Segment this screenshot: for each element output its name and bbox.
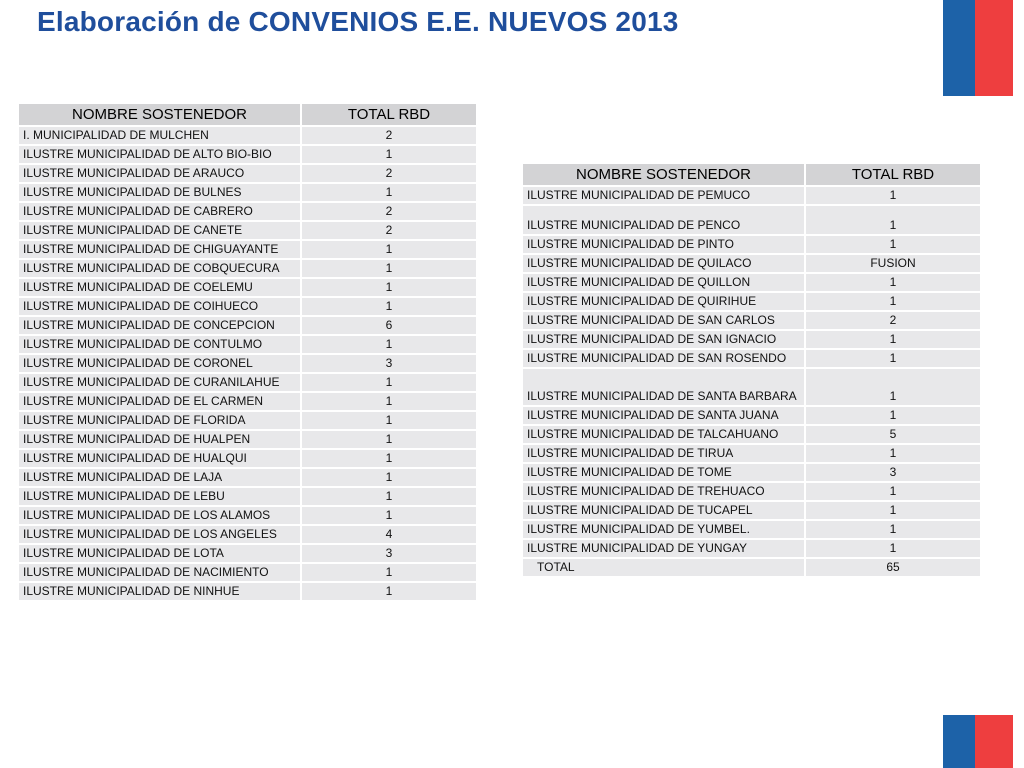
cell-nombre-sostenedor: ILUSTRE MUNICIPALIDAD DE PENCO xyxy=(522,205,805,235)
cell-total-rbd: 4 xyxy=(301,525,477,544)
table-row xyxy=(18,316,477,335)
table-row xyxy=(18,563,477,582)
cell-nombre-sostenedor: ILUSTRE MUNICIPALIDAD DE LOS ANGELES xyxy=(18,525,301,544)
cell-total-rbd: 1 xyxy=(805,273,981,292)
flag-red-bar xyxy=(975,0,1013,96)
cell-total-rbd: 2 xyxy=(805,311,981,330)
table-row xyxy=(522,349,981,368)
header-nombre-sostenedor: NOMBRE SOSTENEDOR xyxy=(18,103,301,126)
cell-total-rbd: 1 xyxy=(805,539,981,558)
table-row xyxy=(522,425,981,444)
cell-nombre-sostenedor: ILUSTRE MUNICIPALIDAD DE LEBU xyxy=(18,487,301,506)
cell-nombre-sostenedor: ILUSTRE MUNICIPALIDAD DE TALCAHUANO xyxy=(522,425,805,444)
table-row xyxy=(18,259,477,278)
flag-red-bar xyxy=(975,715,1013,768)
cell-total-rbd: 1 xyxy=(301,335,477,354)
cell-nombre-sostenedor: ILUSTRE MUNICIPALIDAD DE HUALQUI xyxy=(18,449,301,468)
cell-total-rbd: 1 xyxy=(805,406,981,425)
table-row xyxy=(18,468,477,487)
cell-nombre-sostenedor: ILUSTRE MUNICIPALIDAD DE SANTA BARBARA xyxy=(522,368,805,406)
cell-total-rbd: 1 xyxy=(805,235,981,254)
table-row xyxy=(522,444,981,463)
table-row xyxy=(18,506,477,525)
sostenedores-table-left xyxy=(17,102,478,602)
cell-nombre-sostenedor: ILUSTRE MUNICIPALIDAD DE LAJA xyxy=(18,468,301,487)
table-row xyxy=(18,335,477,354)
cell-total-rbd: 2 xyxy=(301,221,477,240)
table-row xyxy=(522,406,981,425)
chile-flag-decoration-top xyxy=(943,0,1013,96)
cell-nombre-sostenedor: ILUSTRE MUNICIPALIDAD DE CANETE xyxy=(18,221,301,240)
table-row xyxy=(18,145,477,164)
table-row xyxy=(522,539,981,558)
table-row xyxy=(18,240,477,259)
table-row xyxy=(522,235,981,254)
cell-total-rbd: 65 xyxy=(805,558,981,577)
cell-nombre-sostenedor: ILUSTRE MUNICIPALIDAD DE SAN ROSENDO xyxy=(522,349,805,368)
table-row xyxy=(522,254,981,273)
table-row xyxy=(18,221,477,240)
table-row xyxy=(18,354,477,373)
table-row xyxy=(18,430,477,449)
table-row xyxy=(18,449,477,468)
cell-total-rbd: 1 xyxy=(301,487,477,506)
cell-nombre-sostenedor: ILUSTRE MUNICIPALIDAD DE QUILACO xyxy=(522,254,805,273)
cell-nombre-sostenedor: ILUSTRE MUNICIPALIDAD DE CONTULMO xyxy=(18,335,301,354)
cell-total-rbd: 6 xyxy=(301,316,477,335)
chile-flag-decoration-bottom xyxy=(943,715,1013,768)
cell-nombre-sostenedor: ILUSTRE MUNICIPALIDAD DE NACIMIENTO xyxy=(18,563,301,582)
cell-total-rbd: 1 xyxy=(301,468,477,487)
cell-total-rbd: 1 xyxy=(301,297,477,316)
cell-total-rbd: 1 xyxy=(805,205,981,235)
cell-nombre-sostenedor: ILUSTRE MUNICIPALIDAD DE CABRERO xyxy=(18,202,301,221)
cell-total-rbd: 1 xyxy=(301,240,477,259)
cell-total-rbd: 1 xyxy=(805,368,981,406)
cell-nombre-sostenedor: ILUSTRE MUNICIPALIDAD DE ARAUCO xyxy=(18,164,301,183)
cell-nombre-sostenedor: ILUSTRE MUNICIPALIDAD DE YUMBEL. xyxy=(522,520,805,539)
table-row xyxy=(522,186,981,205)
cell-total-rbd: 1 xyxy=(805,520,981,539)
cell-nombre-sostenedor: ILUSTRE MUNICIPALIDAD DE LOS ALAMOS xyxy=(18,506,301,525)
table-row xyxy=(18,373,477,392)
cell-nombre-sostenedor: ILUSTRE MUNICIPALIDAD DE PEMUCO xyxy=(522,186,805,205)
cell-total-rbd: 1 xyxy=(805,482,981,501)
cell-nombre-sostenedor: TOTAL xyxy=(522,558,805,577)
cell-total-rbd: 1 xyxy=(301,506,477,525)
cell-total-rbd: 1 xyxy=(805,330,981,349)
cell-nombre-sostenedor: ILUSTRE MUNICIPALIDAD DE LOTA xyxy=(18,544,301,563)
table-header-row xyxy=(522,163,981,186)
table-row xyxy=(18,297,477,316)
cell-nombre-sostenedor: ILUSTRE MUNICIPALIDAD DE CONCEPCION xyxy=(18,316,301,335)
cell-total-rbd: 3 xyxy=(301,354,477,373)
cell-nombre-sostenedor: ILUSTRE MUNICIPALIDAD DE CHIGUAYANTE xyxy=(18,240,301,259)
table-row xyxy=(522,273,981,292)
cell-nombre-sostenedor: ILUSTRE MUNICIPALIDAD DE QUILLON xyxy=(522,273,805,292)
header-nombre-sostenedor: NOMBRE SOSTENEDOR xyxy=(522,163,805,186)
cell-total-rbd: 1 xyxy=(301,411,477,430)
cell-nombre-sostenedor: ILUSTRE MUNICIPALIDAD DE COBQUECURA xyxy=(18,259,301,278)
cell-total-rbd: 1 xyxy=(805,501,981,520)
table-row xyxy=(18,411,477,430)
table-row xyxy=(18,126,477,145)
table-row xyxy=(522,520,981,539)
table-row xyxy=(18,278,477,297)
table-header-row xyxy=(18,103,477,126)
cell-nombre-sostenedor: ILUSTRE MUNICIPALIDAD DE TREHUACO xyxy=(522,482,805,501)
table-row xyxy=(522,311,981,330)
cell-total-rbd: 1 xyxy=(301,449,477,468)
table-row xyxy=(522,558,981,577)
cell-total-rbd: 1 xyxy=(805,349,981,368)
flag-blue-bar xyxy=(943,0,975,96)
table-row xyxy=(18,202,477,221)
cell-total-rbd: 1 xyxy=(301,582,477,601)
table-row xyxy=(522,368,981,406)
table-row xyxy=(18,582,477,601)
cell-nombre-sostenedor: ILUSTRE MUNICIPALIDAD DE TIRUA xyxy=(522,444,805,463)
cell-nombre-sostenedor: ILUSTRE MUNICIPALIDAD DE COIHUECO xyxy=(18,297,301,316)
table-row xyxy=(18,487,477,506)
cell-nombre-sostenedor: ILUSTRE MUNICIPALIDAD DE CURANILAHUE xyxy=(18,373,301,392)
cell-nombre-sostenedor: ILUSTRE MUNICIPALIDAD DE SAN CARLOS xyxy=(522,311,805,330)
cell-total-rbd: 1 xyxy=(301,183,477,202)
cell-nombre-sostenedor: ILUSTRE MUNICIPALIDAD DE SAN IGNACIO xyxy=(522,330,805,349)
cell-total-rbd: 1 xyxy=(301,278,477,297)
table-row xyxy=(522,501,981,520)
cell-nombre-sostenedor: ILUSTRE MUNICIPALIDAD DE ALTO BIO-BIO xyxy=(18,145,301,164)
cell-total-rbd: 2 xyxy=(301,126,477,145)
cell-total-rbd: 5 xyxy=(805,425,981,444)
cell-nombre-sostenedor: ILUSTRE MUNICIPALIDAD DE EL CARMEN xyxy=(18,392,301,411)
cell-total-rbd: 1 xyxy=(301,563,477,582)
cell-total-rbd: 3 xyxy=(301,544,477,563)
cell-nombre-sostenedor: ILUSTRE MUNICIPALIDAD DE HUALPEN xyxy=(18,430,301,449)
cell-nombre-sostenedor: I. MUNICIPALIDAD DE MULCHEN xyxy=(18,126,301,145)
cell-total-rbd: FUSION xyxy=(805,254,981,273)
cell-total-rbd: 1 xyxy=(301,259,477,278)
cell-nombre-sostenedor: ILUSTRE MUNICIPALIDAD DE BULNES xyxy=(18,183,301,202)
cell-nombre-sostenedor: ILUSTRE MUNICIPALIDAD DE QUIRIHUE xyxy=(522,292,805,311)
table-row xyxy=(18,392,477,411)
table-row xyxy=(18,544,477,563)
cell-total-rbd: 1 xyxy=(805,444,981,463)
page-title: Elaboración de CONVENIOS E.E. NUEVOS 2013 xyxy=(37,6,679,37)
cell-total-rbd: 1 xyxy=(301,430,477,449)
table-row xyxy=(522,292,981,311)
table-row xyxy=(522,205,981,235)
cell-total-rbd: 1 xyxy=(805,292,981,311)
cell-total-rbd: 1 xyxy=(805,186,981,205)
cell-total-rbd: 1 xyxy=(301,373,477,392)
flag-blue-bar xyxy=(943,715,975,768)
cell-nombre-sostenedor: ILUSTRE MUNICIPALIDAD DE FLORIDA xyxy=(18,411,301,430)
cell-total-rbd: 1 xyxy=(301,145,477,164)
cell-nombre-sostenedor: ILUSTRE MUNICIPALIDAD DE SANTA JUANA xyxy=(522,406,805,425)
cell-nombre-sostenedor: ILUSTRE MUNICIPALIDAD DE CORONEL xyxy=(18,354,301,373)
cell-nombre-sostenedor: ILUSTRE MUNICIPALIDAD DE TOME xyxy=(522,463,805,482)
table-row xyxy=(18,525,477,544)
table-row xyxy=(522,463,981,482)
cell-total-rbd: 3 xyxy=(805,463,981,482)
table-row xyxy=(522,482,981,501)
cell-total-rbd: 1 xyxy=(301,392,477,411)
cell-total-rbd: 2 xyxy=(301,202,477,221)
table-row xyxy=(522,330,981,349)
cell-nombre-sostenedor: ILUSTRE MUNICIPALIDAD DE NINHUE xyxy=(18,582,301,601)
cell-nombre-sostenedor: ILUSTRE MUNICIPALIDAD DE TUCAPEL xyxy=(522,501,805,520)
table-row xyxy=(18,164,477,183)
sostenedores-table-right xyxy=(521,162,982,578)
table-row xyxy=(18,183,477,202)
header-total-rbd: TOTAL RBD xyxy=(805,163,981,186)
cell-nombre-sostenedor: ILUSTRE MUNICIPALIDAD DE PINTO xyxy=(522,235,805,254)
cell-total-rbd: 2 xyxy=(301,164,477,183)
header-total-rbd: TOTAL RBD xyxy=(301,103,477,126)
cell-nombre-sostenedor: ILUSTRE MUNICIPALIDAD DE COELEMU xyxy=(18,278,301,297)
cell-nombre-sostenedor: ILUSTRE MUNICIPALIDAD DE YUNGAY xyxy=(522,539,805,558)
